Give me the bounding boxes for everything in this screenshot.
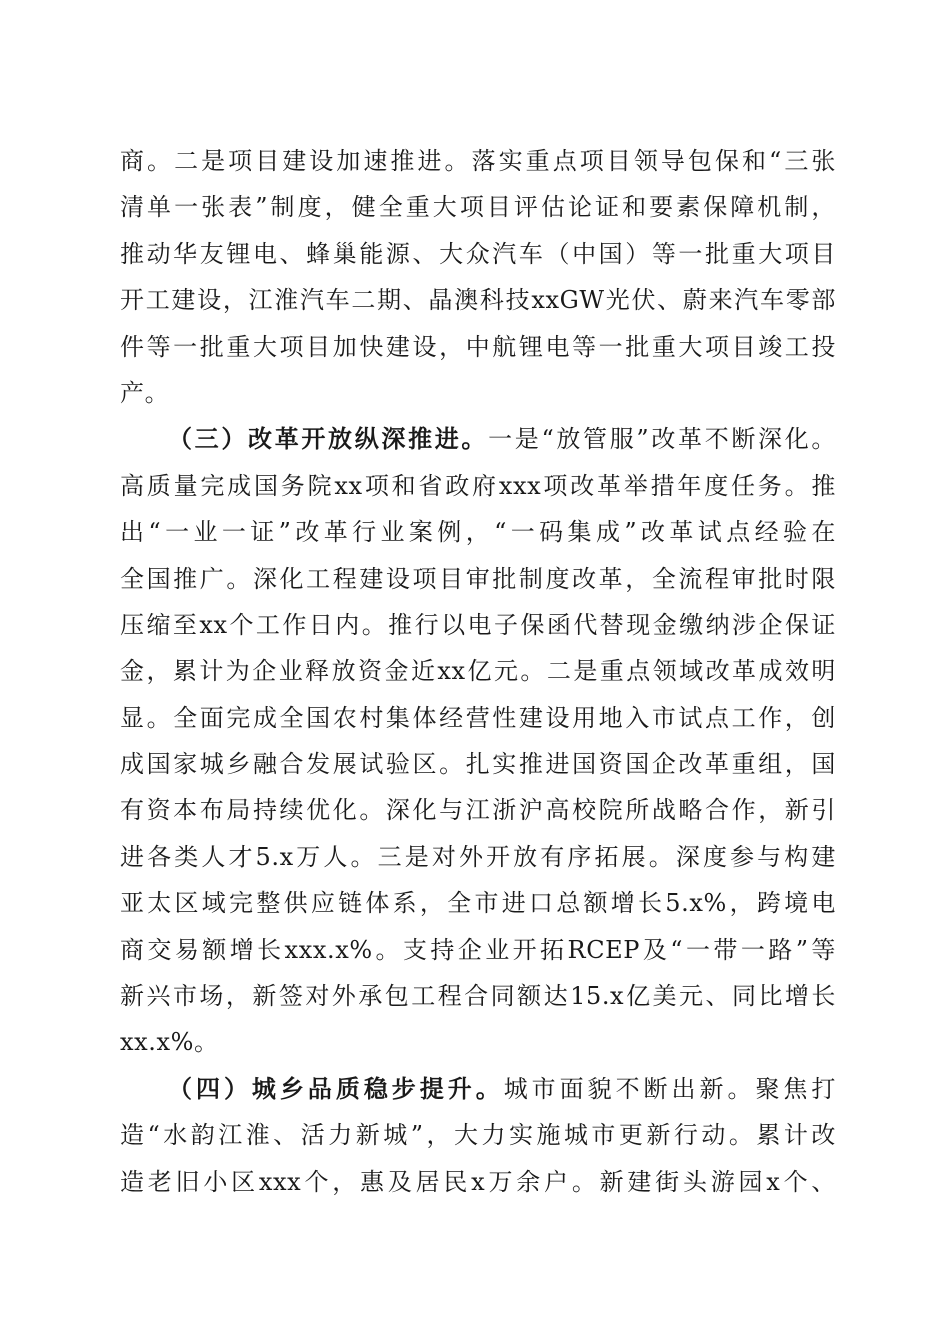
text-line: 成国家城乡融合发展试验区。扎实推进国资国企改革重组，国 <box>120 750 836 779</box>
text-line: 压缩至xx个工作日内。推行以电子保函代替现金缴纳涉企保证 <box>120 610 836 639</box>
text-line: xx.x%。 <box>120 1028 219 1057</box>
text-line: 推动华友锂电、蜂巢能源、大众汽车（中国）等一批重大项目 <box>120 239 836 268</box>
text-line: 出“一业一证”改革行业案例，“一码集成”改革试点经验在 <box>120 518 836 547</box>
text-line: 高质量完成国务院xx项和省政府xxx项改革举措年度任务。推 <box>120 471 836 500</box>
text-line: 清单一张表”制度，健全重大项目评估论证和要素保障机制， <box>120 193 836 222</box>
text-line: 开工建设，江淮汽车二期、晶澳科技xxGW光伏、蔚来汽车零部 <box>120 286 836 315</box>
text-line: 进各类人才5.x万人。三是对外开放有序拓展。深度参与构建 <box>120 842 836 871</box>
paragraph-first-line <box>120 1066 836 1112</box>
section-heading: （三）改革开放纵深推进。 <box>168 424 489 454</box>
text-line: 新兴市场，新签对外承包工程合同额达15.x亿美元、同比增长 <box>120 982 836 1011</box>
document-body <box>120 138 836 1205</box>
text-line: 商交易额增长xxx.x%。支持企业开拓RCEP及“一带一路”等 <box>120 935 836 964</box>
section-heading: （四）城乡品质稳步提升。 <box>168 1073 504 1103</box>
paragraph-first-line <box>120 416 836 462</box>
text-line: 有资本布局持续优化。深化与江浙沪高校院所战略合作，新引 <box>120 796 836 825</box>
text-line: 造老旧小区xxx个，惠及居民x万余户。新建街头游园x个、 <box>120 1167 836 1196</box>
text-line: 亚太区域完整供应链体系，全市进口总额增长5.x%，跨境电 <box>120 889 836 918</box>
text-line: 件等一批重大项目加快建设，中航锂电等一批重大项目竣工投 <box>120 332 836 361</box>
text-segment: 城市面貌不断出新。聚焦打 <box>503 1074 836 1103</box>
text-line: 造“水韵江淮、活力新城”，大力实施城市更新行动。累计改 <box>120 1121 836 1150</box>
text-line: 产。 <box>120 378 170 407</box>
text-line: 金，累计为企业释放资金近xx亿元。二是重点领域改革成效明 <box>120 657 836 686</box>
text-line: 商。二是项目建设加速推进。落实重点项目领导包保和“三张 <box>120 147 836 175</box>
text-segment: 一是“放管服”改革不断深化。 <box>488 425 836 454</box>
text-line: 全国推广。深化工程建设项目审批制度改革，全流程审批时限 <box>120 564 836 593</box>
text-line: 显。全面完成全国农村集体经营性建设用地入市试点工作，创 <box>120 703 836 732</box>
